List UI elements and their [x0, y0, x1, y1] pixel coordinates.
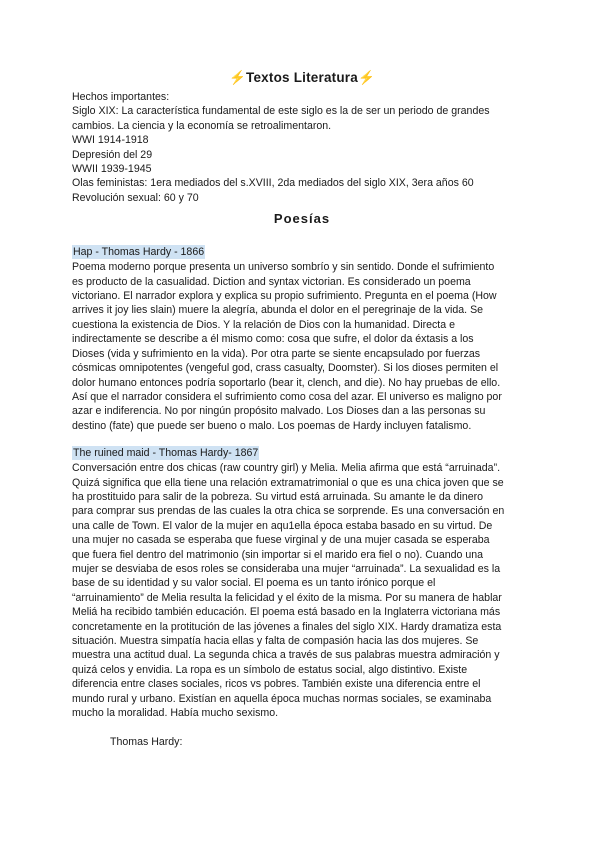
signature: Thomas Hardy: — [110, 736, 183, 749]
text-line: que fuera fiel dentro del matrimonio (sin importar si el marido era fiel o no). Cuando una — [72, 548, 484, 561]
text-line: situación. Muestra simpatía hacia ellas y falta de compasión hacia las dos mujeres. Se — [72, 635, 479, 647]
text-line: dolor humano entonces podría soportarlo (bear it, clench, and die). No hay pruebas de ello. — [72, 376, 501, 389]
poem-section — [72, 242, 532, 433]
text-line: ha prostituido para salir de la pobreza. Su virtud está arruinada. Su amante le da dinero — [72, 490, 484, 503]
text-line: diferencia entre clases sociales, ricos vs pobres. También existe una diferencia entre el — [72, 678, 481, 691]
text-line: Meliá ha recibido también educación. El poema está basado en la Inglaterra victoriana más — [72, 606, 501, 619]
text-line: quizá celos y envidia. La ropa es un símbolo de estatus social, algo distintivo. Existe — [72, 663, 468, 676]
text-line: una calle de Town. El valor de la mujer en aqu1ella época estaba basado en su virtud. De — [72, 519, 493, 532]
text-line: cuestiona la existencia de Dios. Y la relación de Dios con la humanidad. Directa e — [72, 318, 455, 331]
text-line: cósmicas omnipotentes (vengeful god, crass casualty, Doomster). Si los dioses permiten el — [72, 362, 499, 375]
text-line: indirectamente se describe a él mismo como: cosa que sufre, el dolor da éxtasis a los — [72, 333, 474, 346]
document-title — [72, 70, 532, 86]
lightning-icon: ⚡ — [357, 70, 375, 85]
text-line: concretamente en la protitución de las jóvenes a finales del siglo XIX. Hardy dramatiza esta — [72, 620, 502, 633]
poem-analysis — [72, 461, 532, 720]
text-line: mucho la moralidad. Había mucho sexismo. — [72, 707, 279, 720]
text-line: azar e indiferencia. No por ningún propósito malvado. Los Dioses dan a las personas su — [72, 405, 486, 418]
facts-line: Olas feministas: 1era mediados del s.XVIII, 2da mediados del siglo XIX, 3era años 60 — [72, 177, 474, 190]
text-line: Quizá significa que ella tiene una relación extramatrimonial o que es una chica joven que se — [72, 476, 504, 489]
text-line: Así que el narrador considera el sufrimiento como cosa del azar. El universo es maligno por — [72, 390, 502, 403]
text-line: mundo rural y urbano. Existían en aquella época muchas normas sociales, se examinaba — [72, 692, 492, 705]
text-line: Conversación entre dos chicas (raw country girl) y Melia. Melia afirma que está “arruinada”. — [72, 462, 501, 475]
document-title-text: Textos Literatura — [246, 70, 358, 85]
facts-line: Siglo XIX: La característica fundamental de este siglo es la de ser un periodo de grandes — [72, 105, 490, 118]
text-line: Poema moderno porque presenta un universo sombrío y sin sentido. Donde el sufrimiento — [72, 261, 495, 274]
poem-section — [72, 443, 532, 720]
poem-title: Hap - Thomas Hardy - 1866 — [73, 246, 205, 259]
text-line: Dioses (vida y sufrimiento en la vida). Por otra parte se siente encapsulado por fuerzas — [72, 347, 481, 360]
text-line: destino (fate) que puede ser bueno o malo. Los poemas de Hardy incluyen fatalismo. — [72, 419, 472, 432]
text-line: una mujer no casada se esperaba que fuese virginal y de una mujer casada se esperaba — [72, 534, 490, 547]
text-line: es producto de la casualidad. Diction and syntax victorian. Es considerado un poema — [72, 275, 471, 288]
text-line: muestra una actitud dual. La segunda chica a través de sus palabras muestra admiración y — [72, 649, 500, 662]
document-page — [72, 70, 532, 748]
facts-line: Revolución sexual: 60 y 70 — [72, 191, 199, 204]
text-line: para comprar sus prendas de las cuales la otra chica se sorprende. Es una conversación en — [72, 505, 505, 518]
text-line: base de su identidad y su valor social. El poema es un tanto irónico porque el — [72, 577, 436, 590]
facts-line: cambios. La ciencia y la economía se retroalimentaron. — [72, 119, 332, 132]
facts-line: WWII 1939-1945 — [72, 163, 152, 176]
facts-line: Hechos importantes: — [72, 91, 170, 103]
poem-title: The ruined maid - Thomas Hardy- 1867 — [73, 447, 259, 460]
facts-line: Depresión del 29 — [72, 148, 153, 161]
section-heading: Poesías — [273, 211, 331, 227]
facts-line: WWI 1914-1918 — [72, 134, 149, 147]
text-line: arrives it joy lies slain) muere la alegría, abunda el dolor en el peregrinaje de la vida. Se — [72, 304, 484, 317]
text-line: “arruinamiento” de Melia resulta la felicidad y el éxito de la misma. Por su manera de hablar — [72, 591, 502, 604]
facts-block — [72, 90, 532, 205]
poem-analysis — [72, 260, 532, 433]
text-line: victoriano. El narrador explora y explica su propio sufrimiento. Pregunta en el poema (How — [72, 290, 497, 303]
lightning-icon: ⚡ — [229, 70, 247, 85]
text-line: mujer se desviaba de esos roles se consideraba una mujer “arruinada”. La sexualidad es la — [72, 562, 501, 575]
